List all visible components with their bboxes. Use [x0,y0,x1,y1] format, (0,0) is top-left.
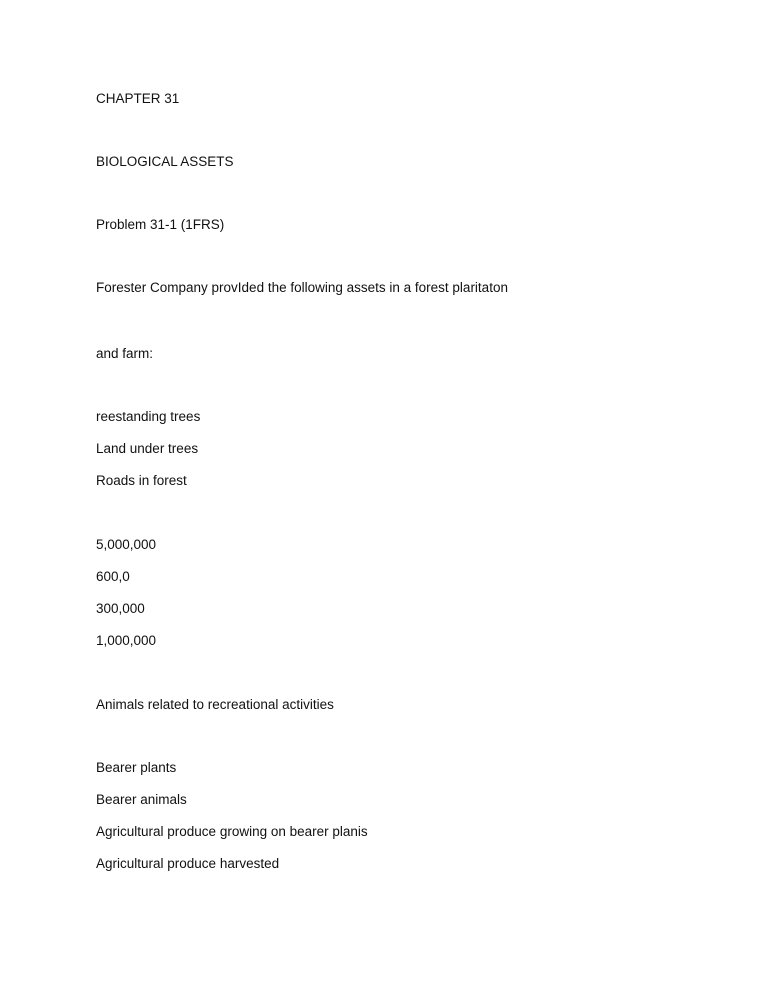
asset-item: Agricultural produce growing on bearer planis [96,824,368,839]
amount: 600,0 [96,569,130,584]
amount: 5,000,000 [96,537,157,552]
asset-item: Animals related to recreational activities [96,697,334,712]
asset-item: Bearer plants [96,760,177,775]
problem-heading: Problem 31-1 (1FRS) [96,217,225,232]
asset-item: Bearer animals [96,792,187,807]
asset-item: Roads in forest [96,473,187,488]
amount: 300,000 [96,601,145,616]
intro-text-cont: and farm: [96,346,154,361]
amount: 1,000,000 [96,633,157,648]
asset-item: Agricultural produce harvested [96,856,280,871]
intro-text: Forester Company provIded the following assets in a forest plaritaton [96,280,508,295]
chapter-heading: CHAPTER 31 [96,91,180,106]
asset-item: Land under trees [96,441,199,456]
asset-item: reestanding trees [96,409,201,424]
chapter-title: BIOLOGICAL ASSETS [96,154,234,169]
